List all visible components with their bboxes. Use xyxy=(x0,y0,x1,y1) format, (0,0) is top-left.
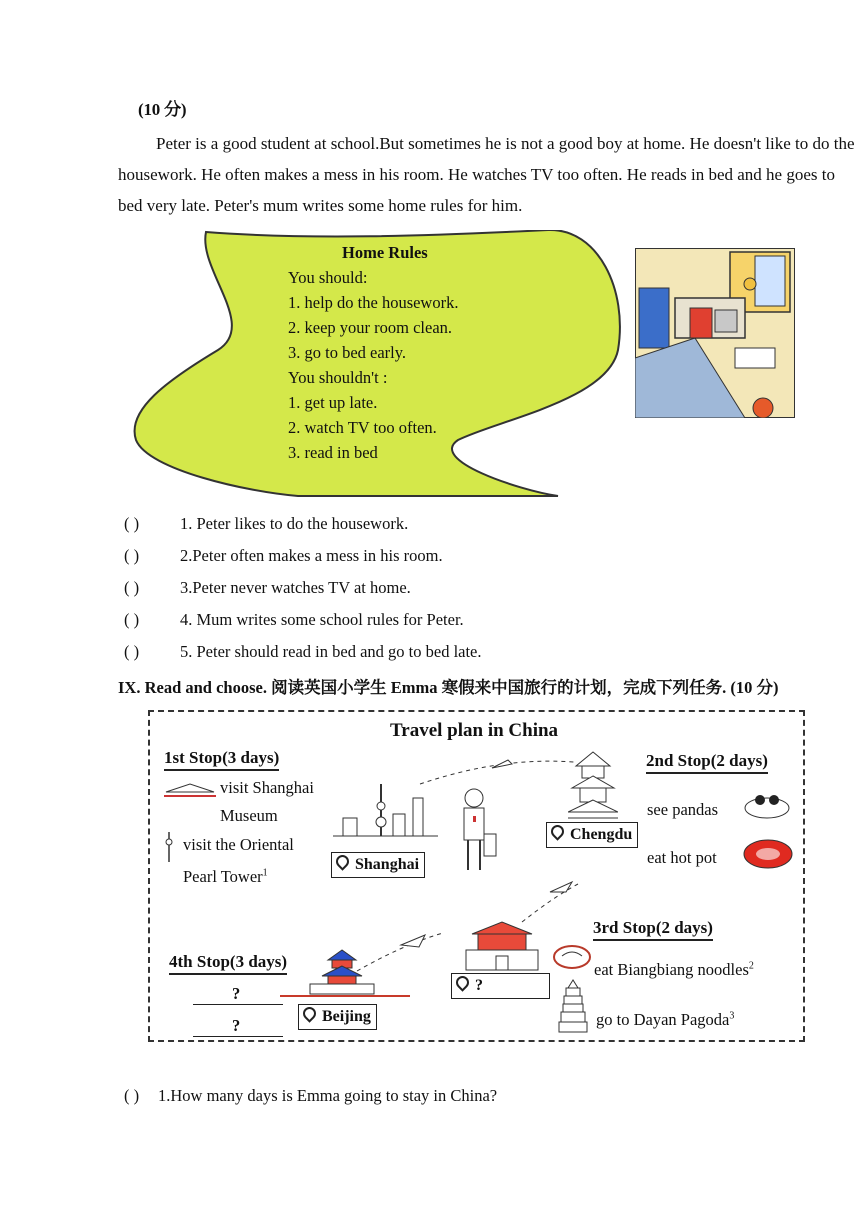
question-row-2 xyxy=(124,546,443,566)
stop3-item-2: go to Dayan Pagoda$^3$ xyxy=(596,1010,735,1029)
stop1-item-1: visit Shanghai xyxy=(220,778,314,797)
answer-blank[interactable]: ( ) xyxy=(124,1086,140,1105)
stop3-item-1: eat Biangbiang noodles$^2$ xyxy=(594,960,754,979)
chengdu-pagoda-icon xyxy=(568,750,618,820)
reading-passage: Peter is a good student at school.But sometimes he is not a good boy at home. He doesn't like to do the housework. He often makes a mess in his room. He watches TV too often. He reads in bed and he goes to bed very late. Peter's mum writes some home rules for him. xyxy=(118,134,855,215)
flight-path-1 xyxy=(418,748,578,788)
shouldnt-rule-2: 2. watch TV too often. xyxy=(288,418,437,437)
stop1-item-2: Museum xyxy=(220,806,278,825)
stop1-item-4: Pearl Tower$^1$ xyxy=(183,867,268,886)
location-tag-chengdu: Chengdu xyxy=(546,822,638,848)
should-rule-1: 1. help do the housework. xyxy=(288,293,459,312)
answer-blank[interactable]: ( ) xyxy=(124,546,140,565)
should-rule-2: 2. keep your room clean. xyxy=(288,318,453,337)
final-question-row xyxy=(124,1086,497,1106)
should-rule-3: 3. go to bed early. xyxy=(288,343,407,362)
flight-path-2 xyxy=(520,878,580,924)
home-rules-title: Home Rules xyxy=(342,243,428,262)
question-text: 3.Peter never watches TV at home. xyxy=(180,578,411,597)
location-pin-icon xyxy=(333,852,351,870)
question-row-3 xyxy=(124,578,411,598)
should-label: You should: xyxy=(288,268,368,287)
question-text: 1.How many days is Emma going to stay in China? xyxy=(158,1086,498,1105)
noodles-icon xyxy=(552,944,592,970)
location-pin-icon xyxy=(453,973,471,991)
location-pin-icon xyxy=(548,822,566,840)
shouldnt-rule-1: 1. get up late. xyxy=(288,393,378,412)
question-text: 1. Peter likes to do the housework. xyxy=(180,514,409,533)
stop1-heading: 1st Stop(3 days) xyxy=(164,748,279,771)
stop4-item-2: ? xyxy=(232,1016,241,1035)
museum-icon xyxy=(162,780,218,800)
section-heading: IX. Read and choose. 阅读英国小学生 Emma 寒假来中国旅行的计划，完成下列任务. (10 分) xyxy=(118,678,779,697)
location-pin-icon xyxy=(300,1004,318,1022)
shouldnt-rule-3: 3. read in bed xyxy=(288,443,378,462)
stop2-heading: 2nd Stop(2 days) xyxy=(646,751,768,774)
panda-icon xyxy=(742,790,792,820)
stop4-answer-line-1[interactable] xyxy=(193,1004,283,1005)
question-text: 2.Peter often makes a mess in his room. xyxy=(180,546,443,565)
stop4-item-1: ? xyxy=(232,984,241,1003)
answer-blank[interactable]: ( ) xyxy=(124,610,140,629)
stop2-item-1: see pandas xyxy=(647,800,719,819)
traveler-girl-icon xyxy=(456,786,498,872)
question-row-1 xyxy=(124,514,408,534)
answer-blank[interactable]: ( ) xyxy=(124,642,140,661)
stop3-heading: 3rd Stop(2 days) xyxy=(593,918,713,941)
location-tag-shanghai: Shanghai xyxy=(331,852,425,878)
travel-plan-title: Travel plan in China xyxy=(390,720,559,741)
question-text: 4. Mum writes some school rules for Peter. xyxy=(180,610,464,629)
stop2-item-2: eat hot pot xyxy=(647,848,717,867)
question-row-5 xyxy=(124,642,482,662)
city-gate-icon xyxy=(462,920,542,972)
location-tag-xian: ? xyxy=(451,973,550,999)
question-row-4 xyxy=(124,610,464,630)
score-label: (10 分) xyxy=(138,100,187,119)
stop1-item-3: visit the Oriental xyxy=(183,835,294,854)
stop4-answer-line-2[interactable] xyxy=(193,1036,283,1037)
hot-pot-icon xyxy=(742,838,794,870)
dayan-pagoda-icon xyxy=(558,978,588,1034)
temple-of-heaven-icon xyxy=(280,946,410,1000)
stop4-heading: 4th Stop(3 days) xyxy=(169,952,287,975)
question-text: 5. Peter should read in bed and go to bed late. xyxy=(180,642,482,661)
answer-blank[interactable]: ( ) xyxy=(124,578,140,597)
answer-blank[interactable]: ( ) xyxy=(124,514,140,533)
shouldnt-label: You shouldn't : xyxy=(288,368,388,387)
location-tag-beijing: Beijing xyxy=(298,1004,377,1030)
messy-room-illustration xyxy=(635,248,795,418)
home-rules-list xyxy=(288,240,458,465)
tower-icon xyxy=(163,832,175,862)
